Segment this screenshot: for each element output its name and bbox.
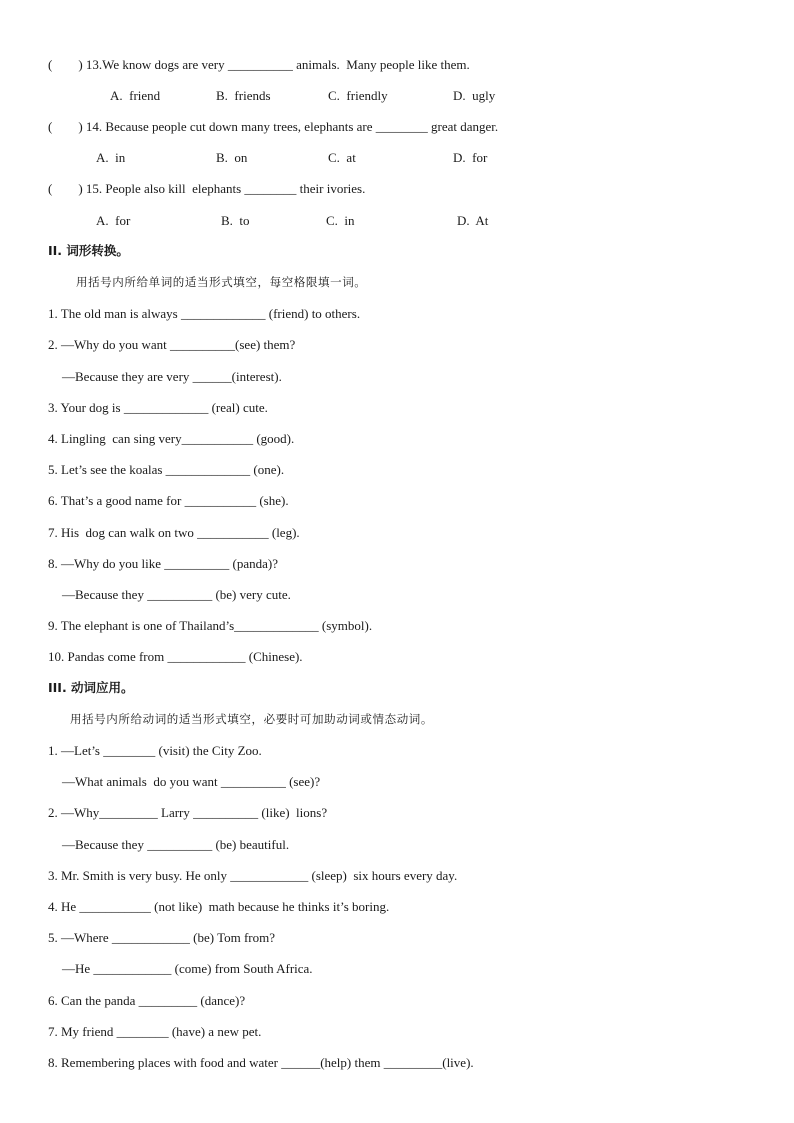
question-15-option-b: B. to <box>221 213 250 228</box>
section-2-title: II. 词形转换。 <box>48 243 129 258</box>
section-3-item: 4. He ___________ (not like) math because he thinks it’s boring. <box>48 899 390 914</box>
question-13-option-d: D. ugly <box>453 88 496 103</box>
section-3-instruction: 用括号内所给动词的适当形式填空，必要时可加助动词或情态动词。 <box>70 712 433 726</box>
question-14-option-b: B. on <box>216 150 248 165</box>
section-2-item: 9. The elephant is one of Thailand’s_____________ (symbol). <box>48 618 373 633</box>
section-2-item: 5. Let’s see the koalas _____________ (one). <box>48 462 285 477</box>
section-3-item: 6. Can the panda _________ (dance)? <box>48 993 246 1008</box>
question-13-option-c: C. friendly <box>328 88 388 103</box>
section-3-item: 1. —Let’s ________ (visit) the City Zoo. <box>48 743 262 758</box>
question-14-option-a: A. in <box>96 150 126 165</box>
question-14-stem: ( ) 14. Because people cut down many trees, elephants are ________ great danger. <box>48 119 499 134</box>
question-15-stem: ( ) 15. People also kill elephants ________ their ivories. <box>48 181 366 196</box>
section-2-instruction: 用括号内所给单词的适当形式填空，每空格限填一词。 <box>76 275 367 289</box>
section-3-item: —What animals do you want __________ (see)? <box>62 774 321 789</box>
section-2-item: —Because they are very ______(interest). <box>62 369 282 384</box>
section-3-item: 5. —Where ____________ (be) Tom from? <box>48 930 276 945</box>
question-14-option-c: C. at <box>328 150 356 165</box>
section-2-item: 1. The old man is always _____________ (friend) to others. <box>48 306 361 321</box>
question-15-option-d: D. At <box>457 213 489 228</box>
section-2-item: 6. That’s a good name for ___________ (she). <box>48 493 289 508</box>
section-3-item: 7. My friend ________ (have) a new pet. <box>48 1024 262 1039</box>
question-15-option-c: C. in <box>326 213 355 228</box>
section-2-item: 7. His dog can walk on two ___________ (leg). <box>48 525 300 540</box>
section-3-item: —He ____________ (come) from South Africa. <box>62 961 313 976</box>
section-3-item: —Because they __________ (be) beautiful. <box>62 837 290 852</box>
section-3-item: 8. Remembering places with food and water ______(help) them _________(live). <box>48 1055 474 1070</box>
question-13-stem: ( ) 13.We know dogs are very __________ animals. Many people like them. <box>48 57 470 72</box>
section-3-item: 3. Mr. Smith is very busy. He only ____________ (sleep) six hours every day. <box>48 868 458 883</box>
question-15-option-a: A. for <box>96 213 131 228</box>
section-2-item: 10. Pandas come from ____________ (Chinese). <box>48 649 303 664</box>
section-2-item: 2. —Why do you want __________(see) them? <box>48 337 296 352</box>
section-2-item: 4. Lingling can sing very___________ (good). <box>48 431 295 446</box>
section-3-title: III. 动词应用。 <box>48 680 134 695</box>
question-13-option-b: B. friends <box>216 88 271 103</box>
question-13-option-a: A. friend <box>110 88 161 103</box>
section-3-item: 2. —Why_________ Larry __________ (like) lions? <box>48 805 328 820</box>
question-14-option-d: D. for <box>453 150 488 165</box>
section-2-item: —Because they __________ (be) very cute. <box>62 587 291 602</box>
section-2-item: 3. Your dog is _____________ (real) cute. <box>48 400 268 415</box>
section-2-item: 8. —Why do you like __________ (panda)? <box>48 556 278 571</box>
